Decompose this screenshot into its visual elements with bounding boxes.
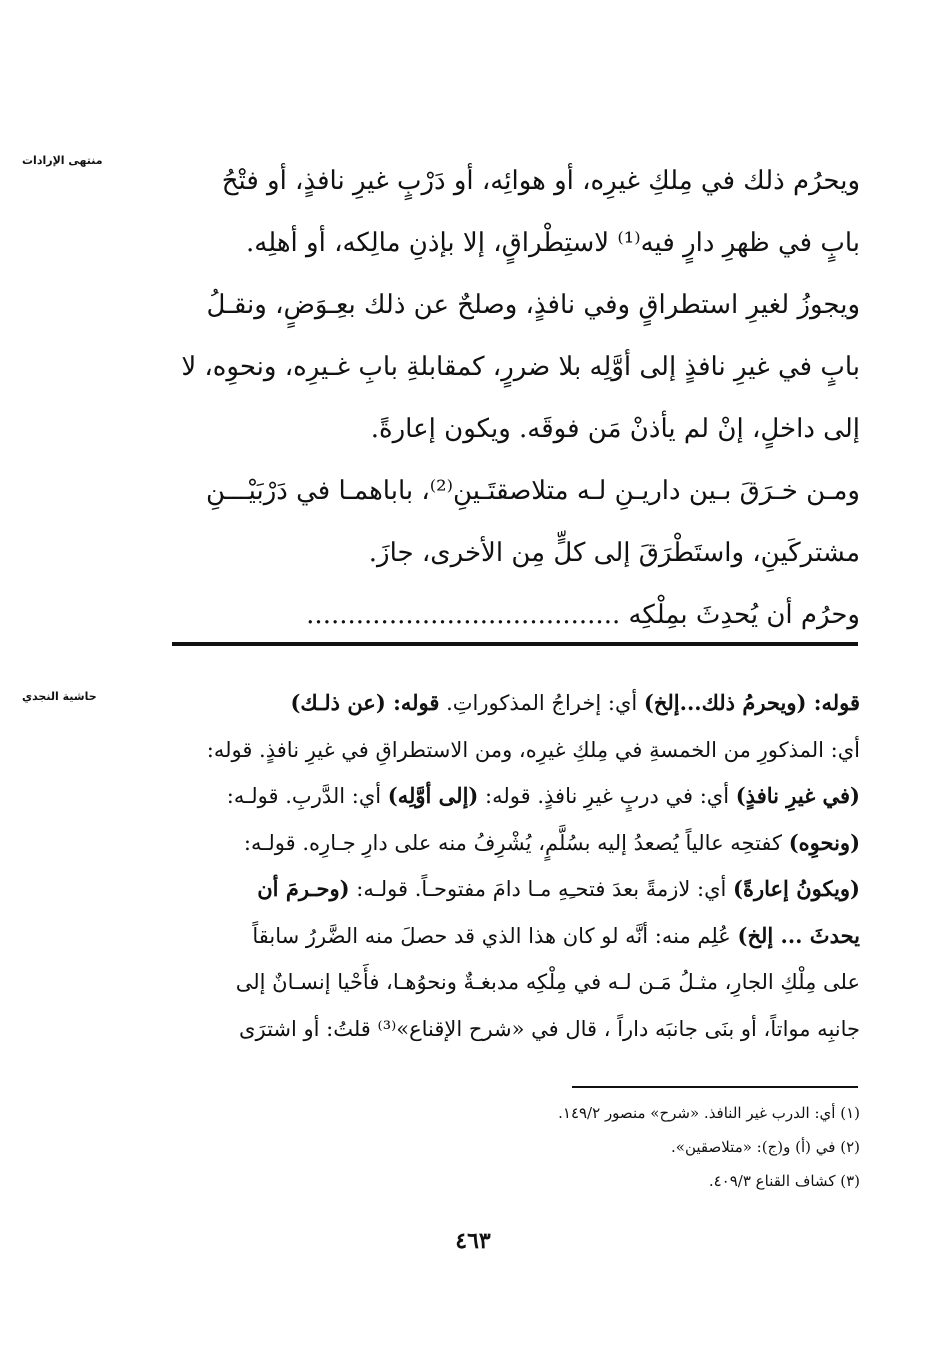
main-text-line: بابٍ في ظهرِ دارٍ فيه⁽¹⁾ لاستِطْراقٍ، إلا بإذنِ مالِكه، أو أهلِه. [246, 228, 860, 258]
page-number: ٤٦٣ [455, 1228, 491, 1254]
commentary-line [160, 1006, 860, 1053]
main-text-line: إلى داخلٍ، إنْ لم يأذنْ مَن فوقَه. ويكون إعارةً. [370, 414, 860, 444]
quoted-phrase: (ونحوِه) [788, 829, 860, 855]
quoted-phrase: (ويكونُ إعارةً) [733, 876, 860, 901]
footnotes-block [400, 1096, 860, 1198]
main-text-block [160, 150, 860, 646]
margin-label-commentary: حاشية النجدي [22, 690, 97, 703]
footnote: (٢) في (أ) و(ج): «متلاصقين». [671, 1138, 860, 1156]
commentary-line [160, 959, 860, 1006]
commentary-text: على مِلْكِ الجارِ، مثـلُ مَـن لـه في مِلْكِه مدبغـةٌ ونحوُهـا، فأَحْيا إنسـانٌ إلى [235, 970, 860, 994]
main-text-line: ويحرُم ذلك في مِلكِ غيرِه، أو هوائِه، أو دَرْبٍ غيرِ نافذٍ، أو فتْحُ [221, 166, 860, 196]
commentary-text: أي: في دربٍ غيرِ نافذٍ. قوله: [478, 784, 736, 808]
commentary-line [160, 820, 860, 867]
footnote: (١) أي: الدرب غير النافذ. «شرح» منصور ١٤٩/٢. [558, 1104, 860, 1122]
commentary-text: جانبِه مواتاً، أو بنَى جانبَه داراً ، قال في «شرح الإقناع»⁽³⁾ قلتُ: أو اشترَى [239, 1016, 860, 1041]
main-text-line: بابٍ في غيرِ نافذٍ إلى أوَّلِه بلا ضررٍ، كمقابلةِ بابِ غـيرِه، ونحوِه، لا [181, 352, 860, 382]
footnote-divider [572, 1086, 858, 1088]
main-text-line: ويجوزُ لغيرِ استطراقٍ وفي نافذٍ، وصلحٌ عن ذلك بعِـوَضٍ، ونقـلُ [206, 290, 860, 320]
commentary-text: أي: المذكورِ من الخمسةِ في مِلكِ غيرِه، ومن الاستطراقِ في غيرِ نافذٍ. قوله: [206, 737, 860, 762]
commentary-line [160, 913, 860, 960]
quoted-phrase: قوله: (ويحرمُ ذلك...إلخ) [643, 690, 860, 715]
commentary-text: أي: لازمةً بعدَ فتحـِهِ مـا دامَ مفتوحـاً. قولـه: [349, 877, 734, 901]
commentary-line [160, 866, 860, 913]
commentary-text: كفتحِه عالياً يُصعدُ إليه بسُلَّمٍ، يُشْرِفُ منه على دارِ جـارِه. قولـه: [243, 830, 789, 855]
main-text-line: وحرُم أن يُحدِثَ بمِلْكِه ...................................... [306, 600, 860, 630]
main-text-line: ومـن خـرَقَ بـين داريـنِ لـه متلاصقتَـينِ⁽²⁾، باباهمـا في دَرْبَيْـــنِ [206, 476, 860, 506]
margin-label-main-text: منتهى الإرادات [22, 154, 103, 167]
commentary-text: عُلِم منه: أنَّه لو كان هذا الذي قد حصلَ منه الضَّررُ سابقاً [252, 923, 738, 948]
commentary-text: أي: إخراجُ المذكوراتِ. [439, 691, 644, 715]
quoted-phrase: قوله: (عن ذلـك) [290, 690, 440, 715]
quoted-phrase: (وحـرمَ أن [257, 876, 350, 901]
section-divider [172, 642, 858, 646]
quoted-phrase: (في غيرِ نافذٍ) [735, 783, 860, 808]
commentary-line [160, 727, 860, 774]
commentary-text: أي: الدَّربِ. قولـه: [226, 784, 388, 808]
footnote: (٣) كشاف القناع ٤٠٩/٣. [708, 1172, 860, 1190]
commentary-line [160, 773, 860, 820]
main-text-line: مشتركَينِ، واستَطْرَقَ إلى كلٍّ مِن الأخرى، جازَ. [368, 538, 860, 568]
quoted-phrase: (إلى أوَّلِه) [387, 783, 479, 808]
quoted-phrase: يحدثَ ... إلخ) [737, 922, 860, 948]
commentary-line [160, 680, 860, 727]
commentary-block [160, 680, 860, 1052]
